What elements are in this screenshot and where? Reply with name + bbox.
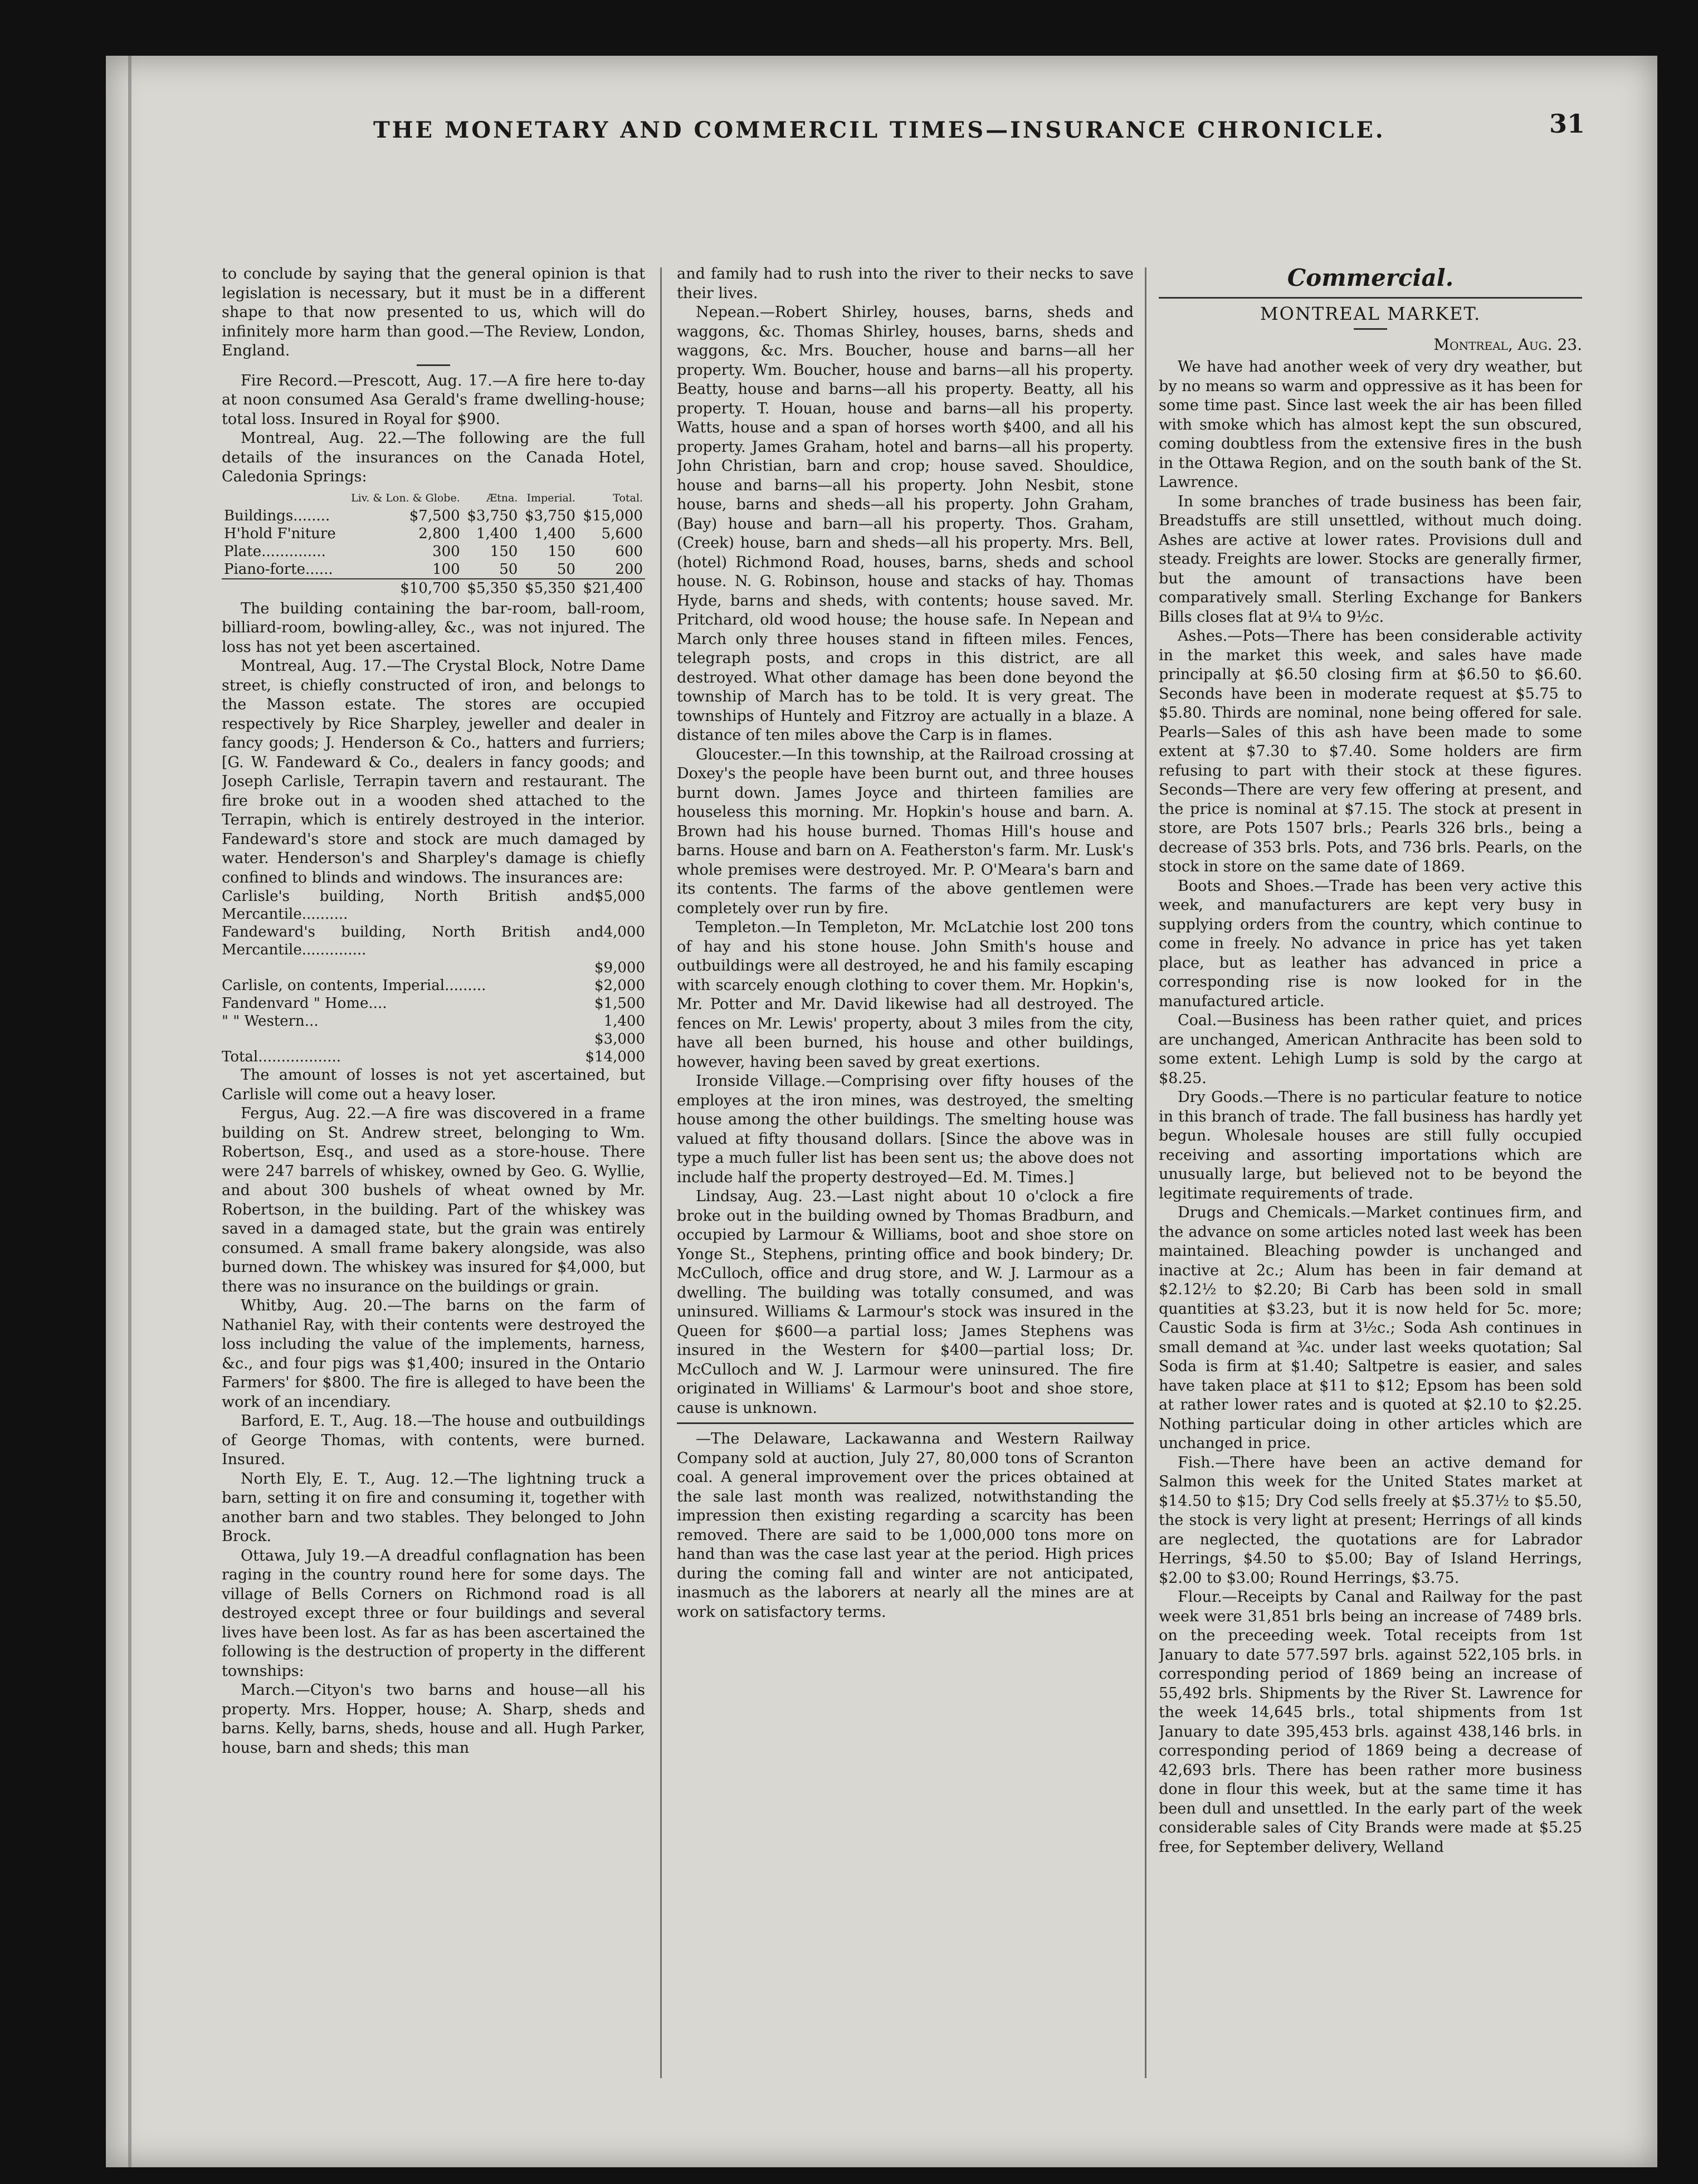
list-value: 1,400	[603, 1013, 645, 1030]
column-left	[222, 265, 645, 2075]
table-cell: 300	[432, 543, 460, 560]
table-cell: 150	[490, 543, 518, 560]
table-cell: 100	[432, 560, 460, 578]
list-value: $5,000	[594, 888, 645, 905]
table-row	[222, 560, 645, 579]
list-label: Fandeward's building, North British and Mercantile..............	[222, 924, 604, 958]
article-paragraph: Dry Goods.—There is no particular feature to notice in this branch of trade. The fall business has hardly yet begun. Wholesale houses are still fully occupied receiving and assorting importations which are unusually large, but believed not to be beyond the legitimate requirements of trade.	[1159, 1089, 1582, 1202]
table-cell: H'hold F'niture	[224, 525, 336, 542]
table-header-cell: Total.	[613, 491, 643, 504]
list-item	[222, 888, 645, 923]
article-paragraph: —The Delaware, Lackawanna and Western Railway Company sold at auction, July 27, 80,000 tons of Scranton coal. A general improvement over the prices obtained at the sale last month was realized, notwithstanding the impression then existing regarding a scarcity has been removed. There are said to be 1,000,000 tons more on hand than was the case last year at the period. High prices during the coming fall and winter are not anticipated, inasmuch as the laborers at nearly all the mines are at work on satisfactory terms.	[677, 1430, 1134, 1621]
column-rule	[1145, 267, 1146, 2078]
article-paragraph: Boots and Shoes.—Trade has been very active this week, and manufacturers are kept very busy in supplying orders from the country, which continue to come in freely. No advance in price has yet taken place, but as leather has advanced in price a corresponding rise is now looked for in the manufactured article.	[1159, 877, 1582, 1010]
article-paragraph: We have had another week of very dry weather, but by no means so warm and oppressive as it has been for some time past. Since last week the air has been filled with smoke which has almost kept the sun obscured, coming doubtless from the extensive fires in the bush in the Ottawa Region, and on the south bank of the St. Lawrence.	[1159, 358, 1582, 491]
table-cell: 5,600	[601, 525, 643, 542]
table-cell: 1,400	[534, 525, 575, 542]
list-item	[222, 959, 645, 977]
list-item	[222, 1048, 645, 1066]
list-value: $1,500	[594, 995, 645, 1012]
table-cell: Buildings........	[224, 507, 330, 524]
table-cell: $5,350	[520, 579, 578, 597]
article-paragraph: Ironside Village.—Comprising over fifty houses of the employes at the iron mines, was destroyed, the smelting house among the other buildings. The smelting house was valued at fifty thousand dollars. [Since the above was in type a much fuller list has been sent us; the above does not include half the property destroyed—Ed. M. Times.]	[677, 1072, 1134, 1186]
dateline: Montreal, Aug. 23.	[1433, 335, 1582, 354]
article-paragraph: Ashes.—Pots—There has been considerable activity in the market this week, and sales have made principally at $6.50 closing firm at $6.50 to $6.60. Seconds have been in moderate request at $5.75 to $5.80. Thirds are nominal, none being offered for sale. Pearls—Sales of this ash have been made to some extent at $7.30 to $7.40. Some holders are firm refusing to part with their stock at these figures. Seconds—There are very few offering at present, and the price is nominal at $7.15. The stock at present in store, are Pots 1507 brls.; Pearls 326 brls., being a decrease of 353 brls. Pots, and 736 brls. Pearls, on the stock in store on the same date of 1869.	[1159, 627, 1582, 875]
page-number: 31	[1549, 109, 1585, 139]
table-cell: 1,400	[476, 525, 518, 542]
table-cell: $3,750	[525, 507, 575, 524]
list-label: Carlisle's building, North British and Mercantile..........	[222, 888, 595, 923]
table-cell: $21,400	[578, 579, 645, 597]
table-cell: 2,800	[418, 525, 460, 542]
article-paragraph: Fire Record.—Prescott, Aug. 17.—A fire here to-day at noon consumed Asa Gerald's frame dwelling-house; total loss. Insured in Royal for $900.	[222, 372, 645, 428]
table-header-cell: Liv. & Lon. & Globe.	[351, 491, 460, 504]
table-cell: 150	[548, 543, 575, 560]
table-header-cell	[222, 489, 344, 507]
insurance-list	[222, 888, 645, 1066]
article-paragraph: The building containing the bar-room, ball-room, billiard-room, bowling-alley, &c., was not injured. The loss has not yet been ascertained.	[222, 599, 645, 656]
article-paragraph: Lindsay, Aug. 23.—Last night about 10 o'clock a fire broke out in the building owned by Thomas Bradburn, and occupied by Larmour & Williams, boot and shoe store on Yonge St., Stephens, printing office and book bindery; Dr. McCulloch, office and drug store, and W. J. Larmour as a dwelling. The building was totally consumed, and was uninsured. Williams & Larmour's stock was insured in the Queen for $600—a partial loss; James Stephens was insured in the Western for $400—partial loss; Dr. McCulloch and W. J. Larmour were uninsured. The fire originated in Williams' & Larmour's boot and shoe store, cause is unknown.	[677, 1188, 1134, 1417]
article-paragraph: Nepean.—Robert Shirley, houses, barns, sheds and waggons, &c. Thomas Shirley, houses, barns, sheds and waggons, &c. Mrs. Boucher, house and barns—all her property. Wm. Boucher, house and barns—all his property. Beatty, house and barns—all his property. Beatty, all his property. T. Houan, house and barns—all his property. Watts, house and a span of horses worth $400, and all his property. James Graham, hotel and barns—all his property. John Christian, barn and crop; house saved. Shouldice, house and barns—all his property. John Nesbit, stone house, barns and sheds—all his property. John Graham, (Bay) house and barn—all his property. Thos. Graham, (Creek) house, barn and sheds—all his property. Mrs. Bell, (hotel) Richmond Road, houses, barns, sheds and school house. N. G. Robinson, house and stacks of hay. Thomas Hyde, barns and sheds, with contents; house saved. Mr. Pritchard, old wood house; the house safe. In Nepean and March only three houses stand in fifteen miles. Fences, telegraph posts, and crops in this district, are all destroyed. What other damage has been done beyond the township of March has to be told. It is very great. The townships of Huntely and Fitzroy are actually in a blaze. A distance of ten miles above the Carp is in flames.	[677, 304, 1134, 744]
list-item	[222, 1012, 645, 1030]
table-cell: $10,700	[344, 579, 462, 597]
table-header-cell: Ætna.	[486, 491, 518, 504]
article-paragraph: to conclude by saying that the general opinion is that legislation is necessary, but it must be in a different shape to that now presented to us, which will do infinitely more harm than good.—The Review, London, England.	[222, 265, 645, 359]
article-paragraph: Barford, E. T., Aug. 18.—The house and outbuildings of George Thomas, with contents, were burned. Insured.	[222, 1412, 645, 1468]
article-paragraph: Drugs and Chemicals.—Market continues firm, and the advance on some articles noted last week has been maintained. Bleaching powder is unchanged and inactive at 2c.; Alum has been in fair demand at $2.12½ to $2.20; Bi Carb has been sold in small quantities at $3.23, but it is now held for 5c. more; Caustic Soda is firm at 3½c.; Soda Ash continues in small demand at ¾c. under last weeks quotation; Sal Soda is firm at $1.40; Saltpetre is easier, and sales have taken place at $11 to $12; Epsom has been sold at rather lower rates and is quoted at $2.10 to $2.25. Nothing particular doing in other articles which are unchanged in price.	[1159, 1204, 1582, 1452]
article-paragraph: Fergus, Aug. 22.—A fire was discovered in a frame building on St. Andrew street, belonging to Wm. Robertson, Esq., and used as a store-house. There were 247 barrels of whiskey, owned by Geo. G. Wyllie, and about 300 bushels of wheat owned by Mr. Robertson, in the building. Part of the whiskey was saved in a damaged state, but the grain was entirely consumed. A small frame bakery alongside, was also burned down. The whiskey was insured for $4,000, but there was no insurance on the buildings or grain.	[222, 1105, 645, 1295]
table-row	[222, 543, 645, 560]
table-cell: Plate..............	[224, 543, 326, 560]
list-label: Total..................	[222, 1049, 341, 1065]
divider	[677, 1422, 1134, 1424]
list-value: 4,000	[603, 924, 645, 940]
list-item	[222, 1030, 645, 1048]
table-cell	[222, 579, 344, 597]
divider	[417, 364, 450, 366]
column-right	[1159, 265, 1582, 2075]
article-paragraph: Gloucester.—In this township, at the Railroad crossing at Doxey's the people have been burnt out, and three houses burnt down. James Joyce and thirteen families are houseless this morning. Mr. Hopkin's house and barn. A. Brown had his house burned. Thomas Hill's house and barns. House and barn on A. Featherston's farm. Mr. Lusk's whole premises were destroyed. Mr. P. O'Meara's barn and its contents. The farms of the above gentlemen were completely over run by fire.	[677, 745, 1134, 917]
table-cell: $3,750	[467, 507, 518, 524]
page-edge-shadow	[128, 56, 131, 2167]
article-paragraph: Flour.—Receipts by Canal and Railway for the past week were 31,851 brls being an increase of 7489 brls. on the preceeding week. Total receipts from 1st January to date 577.597 brls. against 522,105 brls. in corresponding period of 1869 being an increase of 55,492 brls. Shipments by the River St. Lawrence for the week 14,645 brls., total shipments from 1st January to date 395,453 brls. against 438,146 brls. in corresponding period of 1869 being a decrease of 42,693 brls. There has been rather more business done in flour this week, but at the same time it has been dull and unsettled. In the early part of the week considerable sales of City Brands were made at $5.25 free, for September delivery, Welland	[1159, 1588, 1582, 1856]
insurance-table	[222, 489, 645, 597]
list-label: Fandenvard " Home....	[222, 995, 387, 1012]
table-row	[222, 507, 645, 525]
list-item	[222, 994, 645, 1012]
list-value: $9,000	[594, 959, 645, 976]
list-item	[222, 923, 645, 959]
table-cell: $7,500	[409, 507, 460, 524]
article-paragraph: Coal.—Business has been rather quiet, and prices are unchanged, American Anthracite has been sold to some extent. Lehigh Lump is sold by the cargo at $8.25.	[1159, 1012, 1582, 1087]
divider	[1159, 297, 1582, 299]
article-paragraph: In some branches of trade business has been fair, Breadstuffs are still unsettled, without much doing. Ashes are active at lower rates. Provisions dull and steady. Freights are lower. Stocks are generally firmer, but the amount of transactions have been comparatively small. Sterling Exchange for Bankers Bills closes flat at 9¼ to 9½c.	[1159, 493, 1582, 626]
running-title: THE MONETARY AND COMMERCIL TIMES—INSURANCE CHRONICLE.	[373, 117, 1385, 143]
table-cell: $5,350	[462, 579, 520, 597]
table-cell: 50	[499, 560, 518, 578]
list-item	[222, 977, 645, 994]
list-value: $2,000	[594, 977, 645, 994]
subsection-heading: MONTREAL MARKET.	[1260, 303, 1481, 324]
article-paragraph: Montreal, Aug. 22.—The following are the full details of the insurances on the Canada Hotel, Caledonia Springs:	[222, 430, 645, 485]
table-cell: $15,000	[583, 507, 643, 524]
table-header-row	[222, 489, 645, 507]
table-cell: 200	[615, 560, 643, 578]
list-value: $14,000	[585, 1049, 645, 1065]
table-header-cell: Imperial.	[526, 491, 575, 504]
article-paragraph: Templeton.—In Templeton, Mr. McLatchie lost 200 tons of hay and his stone house. John Smith's house and outbuildings were all destroyed, he and his family escaping with scarcely enough clothing to cover them. Mr. Hopkin's, Mr. Potter and Mr. David likewise had all destroyed. The fences on Mr. Lewis' property, about 3 miles from the city, have all been burned, his house and other buildings, however, having been saved by great exertions.	[677, 919, 1134, 1071]
column-rule	[660, 267, 662, 2078]
article-paragraph: March.—Cityon's two barns and house—all his property. Mrs. Hopper, house; A. Sharp, sheds and barns. Kelly, barns, sheds, house and all. Hugh Parker, house, barn and sheds; this man	[222, 1681, 645, 1757]
article-paragraph: Montreal, Aug. 17.—The Crystal Block, Notre Dame street, is chiefly constructed of iron, and belongs to the Masson estate. The stores are occupied respectively by Rice Sharpley, jeweller and dealer in fancy goods; J. Henderson & Co., hatters and furriers; [G. W. Fandeward & Co., dealers in fancy goods; and Joseph Carlisle, Terrapin tavern and restaurant. The fire broke out in a wooden shed attached to the Terrapin, which is entirely destroyed in the interior. Fandeward's store and stock are much damaged by water. Henderson's and Sharpley's damage is chiefly confined to blinds and windows. The insurances are:	[222, 657, 645, 886]
article-paragraph: Ottawa, July 19.—A dreadful conflagnation has been raging in the country round here for some days. The village of Bells Corners on Richmond road is all destroyed except three or four buildings and several lives have been lost. As far as has been ascertained the following is the destruction of property in the different townships:	[222, 1547, 645, 1680]
article-paragraph: Fish.—There have been an active demand for Salmon this week for the United States market at $14.50 to $15; Dry Cod sells freely at $5.37½ to $5.50, the stock is very light at present; Herrings of all kinds are neglected, the quotations are for Labrador Herrings, $4.50 to $5.00; Bay of Island Herrings, $2.00 to $3.00; Round Herrings, $3.75.	[1159, 1454, 1582, 1587]
article-paragraph: Whitby, Aug. 20.—The barns on the farm of Nathaniel Ray, with their contents were destroyed the loss including the value of the implements, harness, &c., and four pigs was $1,400; insured in the Ontario Farmers' for $800. The fire is alleged to have been the work of an incendiary.	[222, 1297, 645, 1411]
divider	[1354, 328, 1387, 330]
list-label: Carlisle, on contents, Imperial.........	[222, 977, 486, 994]
column-middle	[677, 265, 1134, 2075]
table-total-row	[222, 579, 645, 597]
article-paragraph: The amount of losses is not yet ascertained, but Carlisle will come out a heavy loser.	[222, 1066, 645, 1103]
list-value: $3,000	[594, 1031, 645, 1047]
article-paragraph: North Ely, E. T., Aug. 12.—The lightning truck a barn, setting it on fire and consuming it, together with another barn and two stables. They belonged to John Brock.	[222, 1470, 645, 1545]
table-cell: Piano-forte......	[224, 560, 333, 578]
table-cell: 600	[615, 543, 643, 560]
list-label: " " Western...	[222, 1013, 319, 1030]
article-paragraph: and family had to rush into the river to their necks to save their lives.	[677, 265, 1134, 302]
section-heading: Commercial.	[1287, 265, 1454, 291]
table-cell: 50	[557, 560, 575, 578]
newspaper-page	[106, 56, 1657, 2167]
table-row	[222, 525, 645, 543]
